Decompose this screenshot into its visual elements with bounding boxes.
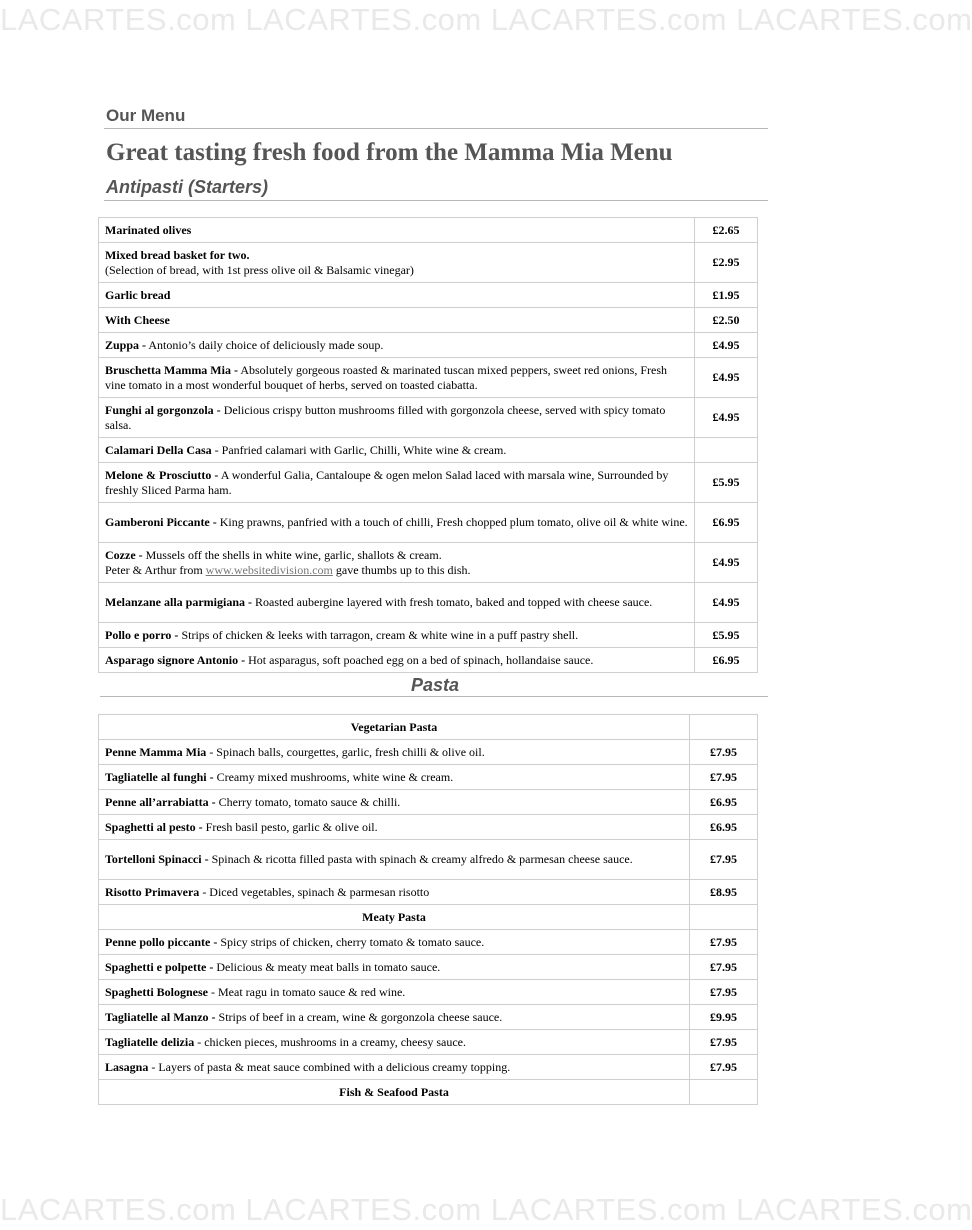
dish-note: gave thumbs up to this dish.	[335, 562, 471, 577]
price: £2.95	[695, 243, 758, 283]
dish-name: Bruschetta Mamma Mia -	[105, 362, 238, 377]
table-row	[99, 980, 758, 1005]
price	[690, 905, 758, 930]
table-row	[99, 1055, 758, 1080]
dish-description: (Selection of bread, with 1st press olive oil & Balsamic vinegar)	[105, 262, 414, 277]
dish-cell	[99, 1055, 690, 1080]
dish-name: Spaghetti al pesto -	[105, 819, 203, 834]
price: £8.95	[690, 880, 758, 905]
price: £5.95	[695, 623, 758, 648]
table-row	[99, 503, 758, 543]
dish-description: Cherry tomato, tomato sauce & chilli.	[218, 794, 401, 809]
price: £7.95	[690, 765, 758, 790]
category-row	[99, 905, 758, 930]
dish-cell	[99, 308, 695, 333]
dish-description: - Panfried calamari with Garlic, Chilli, White wine & cream.	[214, 442, 507, 457]
dish-cell	[99, 648, 695, 673]
price	[690, 715, 758, 740]
dish-cell	[99, 815, 690, 840]
watermark-top: LACARTES.com LACARTES.com LACARTES.com LACARTES.com	[0, 2, 972, 37]
dish-description: A wonderful Galia, Cantaloupe & ogen melon Salad laced with marsala wine, Surrounded by freshly Sliced Parma ham.	[105, 467, 669, 497]
price: £7.95	[690, 955, 758, 980]
table-row	[99, 358, 758, 398]
dish-name: Zuppa -	[105, 337, 147, 352]
dish-name: Penne Mamma Mia	[105, 744, 207, 759]
dish-name: Spaghetti e polpette -	[105, 959, 214, 974]
dish-name: Gamberoni Piccante -	[105, 515, 217, 529]
price: £7.95	[690, 840, 758, 880]
page-title: Great tasting fresh food from the Mamma Mia Menu	[106, 139, 673, 166]
dish-description: Fresh basil pesto, garlic & olive oil.	[205, 819, 378, 834]
table-row	[99, 880, 758, 905]
dish-name: Tagliatelle delizia	[105, 1034, 195, 1049]
dish-name: Funghi al gorgonzola -	[105, 402, 221, 417]
price: £6.95	[690, 815, 758, 840]
dish-description: Roasted aubergine layered with fresh tomato, baked and topped with cheese sauce.	[255, 595, 653, 609]
table-row	[99, 308, 758, 333]
dish-name: Tagliatelle al Manzo -	[105, 1009, 216, 1024]
divider	[104, 200, 768, 201]
table-row	[99, 840, 758, 880]
dish-description: Spinach & ricotta filled pasta with spinach & creamy alfredo & parmesan cheese sauce.	[211, 852, 633, 866]
price	[695, 438, 758, 463]
antipasti-table	[98, 217, 758, 673]
table-row	[99, 243, 758, 283]
dish-description: Delicious & meaty meat balls in tomato sauce.	[216, 959, 441, 974]
section-label: Our Menu	[106, 106, 186, 125]
dish-name: Melone & Prosciutto -	[105, 467, 219, 482]
price: £9.95	[690, 1005, 758, 1030]
dish-description: Mussels off the shells in white wine, garlic, shallots & cream.	[145, 547, 442, 562]
dish-name: Melanzane alla parmigiana -	[105, 595, 252, 609]
dish-name: Marinated olives	[105, 222, 192, 237]
pasta-heading: Pasta	[410, 675, 460, 695]
price: £4.95	[695, 333, 758, 358]
dish-cell	[99, 333, 695, 358]
table-row	[99, 930, 758, 955]
table-row	[99, 463, 758, 503]
dish-name: Penne all’arrabiatta -	[105, 794, 216, 809]
table-row	[99, 790, 758, 815]
dish-name: Pollo e porro -	[105, 627, 179, 642]
divider	[104, 128, 768, 129]
dish-cell	[99, 930, 690, 955]
dish-cell	[99, 840, 690, 880]
price: £7.95	[690, 930, 758, 955]
dish-description: - Spinach balls, courgettes, garlic, fresh chilli & olive oil.	[209, 744, 485, 759]
price: £6.95	[695, 503, 758, 543]
dish-description: - Meat ragu in tomato sauce & red wine.	[211, 984, 406, 999]
dish-cell	[99, 283, 695, 308]
price: £7.95	[690, 1030, 758, 1055]
category-heading: Fish & Seafood Pasta	[99, 1080, 690, 1105]
dish-name: Cozze -	[105, 547, 143, 562]
website-link[interactable]: www.websitedivision.com	[205, 562, 333, 577]
dish-cell	[99, 765, 690, 790]
dish-name: Penne pollo piccante -	[105, 934, 218, 949]
dish-description: Antonio’s daily choice of deliciously made soup.	[148, 337, 384, 352]
dish-cell	[99, 218, 695, 243]
dish-cell	[99, 543, 695, 583]
price: £4.95	[695, 543, 758, 583]
dish-description: - chicken pieces, mushrooms in a creamy, cheesy sauce.	[197, 1034, 466, 1049]
dish-name: Spaghetti Bolognese	[105, 984, 209, 999]
table-row	[99, 333, 758, 358]
dish-description: Strips of beef in a cream, wine & gorgonzola cheese sauce.	[218, 1009, 503, 1024]
table-row	[99, 438, 758, 463]
price: £6.95	[690, 790, 758, 815]
price: £7.95	[690, 980, 758, 1005]
table-row	[99, 398, 758, 438]
dish-name: Garlic bread	[105, 287, 171, 302]
price: £2.50	[695, 308, 758, 333]
price: £4.95	[695, 358, 758, 398]
dish-name: Calamari Della Casa	[105, 442, 212, 457]
table-row	[99, 740, 758, 765]
table-row	[99, 1030, 758, 1055]
dish-cell	[99, 880, 690, 905]
dish-description: Hot asparagus, soft poached egg on a bed of spinach, hollandaise sauce.	[248, 652, 594, 667]
dish-description: Spicy strips of chicken, cherry tomato & tomato sauce.	[220, 934, 485, 949]
dish-name: Asparago signore Antonio -	[105, 652, 246, 667]
dish-cell	[99, 398, 695, 438]
dish-cell	[99, 955, 690, 980]
dish-cell	[99, 503, 695, 543]
dish-description: - Layers of pasta & meat sauce combined with a delicious creamy topping.	[151, 1059, 511, 1074]
dish-name: Tagliatelle al funghi -	[105, 769, 214, 784]
price: £5.95	[695, 463, 758, 503]
price: £4.95	[695, 583, 758, 623]
dish-cell	[99, 1005, 690, 1030]
category-row	[99, 715, 758, 740]
dish-description: Delicious crispy button mushrooms filled with gorgonzola cheese, served with spicy tomato salsa.	[105, 402, 666, 432]
watermark-bottom: LACARTES.com LACARTES.com LACARTES.com LACARTES.com	[0, 1192, 972, 1227]
dish-description: Creamy mixed mushrooms, white wine & cream.	[216, 769, 454, 784]
table-row	[99, 648, 758, 673]
dish-name: Tortelloni Spinacci -	[105, 852, 209, 866]
dish-cell	[99, 583, 695, 623]
category-row	[99, 1080, 758, 1105]
dish-cell	[99, 790, 690, 815]
dish-cell	[99, 740, 690, 765]
dish-cell	[99, 623, 695, 648]
dish-name: Mixed bread basket for two.	[105, 247, 250, 262]
table-row	[99, 765, 758, 790]
dish-name: With Cheese	[105, 312, 170, 327]
dish-note: Peter & Arthur from	[105, 562, 203, 577]
dish-cell	[99, 358, 695, 398]
antipasti-heading: Antipasti (Starters)	[106, 177, 269, 197]
price: £1.95	[695, 283, 758, 308]
dish-description: King prawns, panfried with a touch of chilli, Fresh chopped plum tomato, olive oil & white wine.	[219, 515, 688, 529]
table-row	[99, 283, 758, 308]
dish-description: Strips of chicken & leeks with tarragon, cream & white wine in a puff pastry shell.	[181, 627, 579, 642]
category-heading: Meaty Pasta	[99, 905, 690, 930]
dish-description: - Diced vegetables, spinach & parmesan risotto	[202, 884, 430, 899]
dish-cell	[99, 463, 695, 503]
price: £6.95	[695, 648, 758, 673]
dish-cell	[99, 1030, 690, 1055]
dish-cell	[99, 438, 695, 463]
table-row	[99, 815, 758, 840]
category-heading: Vegetarian Pasta	[99, 715, 690, 740]
dish-cell	[99, 980, 690, 1005]
price	[690, 1080, 758, 1105]
table-row	[99, 623, 758, 648]
price: £4.95	[695, 398, 758, 438]
dish-name: Lasagna	[105, 1059, 149, 1074]
divider	[100, 696, 768, 697]
table-row	[99, 1005, 758, 1030]
price: £7.95	[690, 1055, 758, 1080]
dish-cell	[99, 243, 695, 283]
pasta-table	[98, 714, 758, 1105]
dish-description: Absolutely gorgeous roasted & marinated tuscan mixed peppers, sweet red onions, Fresh vine tomato in a most wonderful bouquet of herbs, served on toasted ciabatta.	[105, 362, 667, 392]
dish-name: Risotto Primavera	[105, 884, 200, 899]
price: £7.95	[690, 740, 758, 765]
table-row	[99, 543, 758, 583]
table-row	[99, 955, 758, 980]
price: £2.65	[695, 218, 758, 243]
table-row	[99, 218, 758, 243]
table-row	[99, 583, 758, 623]
